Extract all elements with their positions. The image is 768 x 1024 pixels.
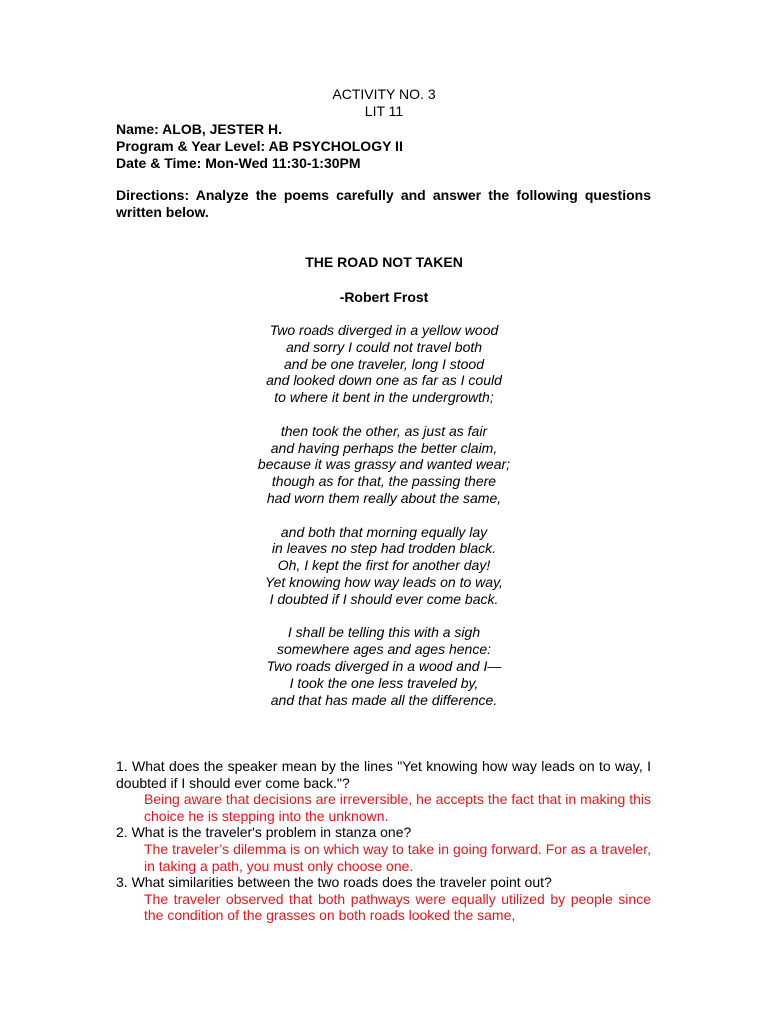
question-text: 2. What is the traveler's problem in stanza one? [116,824,412,841]
poem-line: had worn them really about the same, [266,489,502,506]
poem-line: I doubted if I should ever come back. [269,590,499,607]
student-name: Name: ALOB, JESTER H. [116,121,282,137]
poem-line: I shall be telling this with a sigh [287,624,481,641]
answer-text: The traveler’s dilemma is on which way to take in going forward. For as a traveler, in taking a path, you must only choose one. [144,840,651,874]
activity-title: ACTIVITY NO. 3 [332,86,436,102]
date-time: Date & Time: Mon-Wed 11:30-1:30PM [116,155,361,171]
document-header [0,86,768,120]
poem-stanza [0,322,768,406]
poem-author: -Robert Frost [339,289,429,305]
questions-section [116,758,651,924]
poem-line: because it was grassy and wanted wear; [257,456,511,473]
poem-line: somewhere ages and ages hence: [276,641,492,658]
poem-line: and looked down one as far as I could [266,372,502,389]
directions-text: Directions: Analyze the poems carefully and answer the following questions written below. [116,187,651,220]
course-code: LIT 11 [364,103,404,119]
poem-line: and sorry I could not travel both [285,338,483,355]
poem-stanza [0,624,768,708]
poem-stanza [0,423,768,507]
poem-line: and both that morning equally lay [280,523,488,540]
poem-line: I took the one less traveled by, [289,674,479,691]
poem-line: and that has made all the difference. [270,691,498,708]
program-year-level: Program & Year Level: AB PSYCHOLOGY II [116,138,403,154]
question-text: 1. What does the speaker mean by the lines "Yet knowing how way leads on to way, I doubted if I should ever come back."? [116,758,651,791]
poem-body [0,322,768,725]
poem-title: THE ROAD NOT TAKEN [305,254,463,270]
poem-line: Oh, I kept the first for another day! [277,557,491,574]
poem-line: Two roads diverged in a yellow wood [269,322,499,338]
poem-line: and be one traveler, long I stood [283,355,485,372]
question-text: 3. What similarities between the two roads does the traveler point out? [116,874,552,891]
poem-line: in leaves no step had trodden black. [271,540,497,557]
student-info [116,121,656,172]
poem-line: Yet knowing how way leads on to way, [265,573,503,590]
poem-line: to where it bent in the undergrowth; [274,389,494,406]
answer-text: Being aware that decisions are irreversible, he accepts the fact that in making this choice he is stepping into the unknown. [144,791,651,824]
poem-line: then took the other, as just as fair [280,422,488,439]
poem-line: though as for that, the passing there [271,473,497,490]
poem-stanza [0,524,768,608]
poem-line: and having perhaps the better claim, [270,439,498,456]
answer-text: The traveler observed that both pathways were equally utilized by people since the condition of the grasses on both roads looked the same, [144,890,651,924]
poem-line: Two roads diverged in a wood and I— [266,657,502,674]
